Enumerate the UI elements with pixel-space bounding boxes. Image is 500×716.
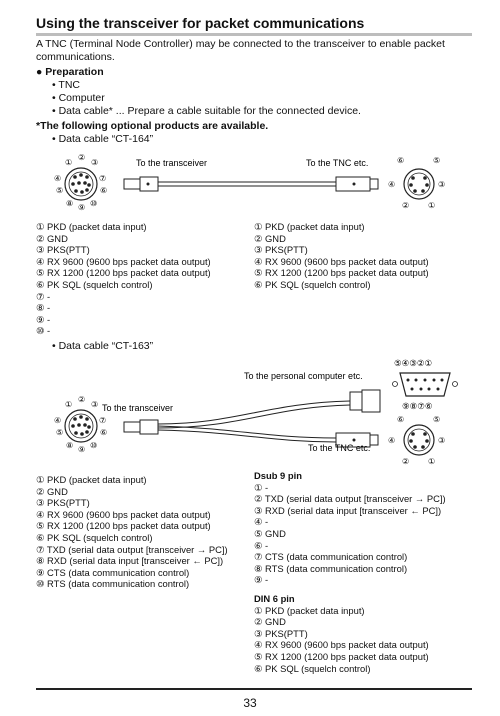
list-item: ④ RX 9600 (9600 bps packet data output) (254, 639, 429, 651)
list-item: ④ RX 9600 (9600 bps packet data output) (36, 255, 211, 267)
din-connector (388, 156, 445, 210)
svg-text:⑧: ⑧ (66, 441, 74, 450)
ten-pin-connector (54, 153, 107, 212)
to-pc-label: To the personal computer etc. (244, 371, 363, 381)
cable (124, 177, 378, 191)
svg-text:②: ② (402, 201, 410, 210)
ct164-right-pins (254, 221, 429, 291)
svg-text:⑥: ⑥ (100, 428, 108, 437)
list-item: ④ RX 9600 (9600 bps packet data output) (254, 255, 429, 267)
list-item: ③ PKS(PTT) (36, 244, 90, 256)
dsub-heading: Dsub 9 pin (254, 470, 302, 481)
list-item: ⑤ RX 1200 (1200 bps packet data output) (36, 267, 211, 279)
list-item: ⑥ PK SQL (squelch control) (36, 531, 153, 543)
pin-label: ⑤ (56, 186, 64, 195)
list-item: ⑥ PK SQL (squelch control) (36, 278, 153, 290)
list-item: ② TXD (serial data output [transceiver → PC]) (254, 493, 446, 505)
list-item: ③ RXD (serial data input [transceiver ← PC]) (254, 504, 442, 516)
din-heading: DIN 6 pin (254, 593, 295, 604)
list-item: ① - (254, 481, 269, 493)
svg-text:②: ② (78, 395, 86, 404)
list-item: ② GND (36, 232, 68, 244)
svg-text:⑤: ⑤ (433, 156, 441, 165)
ct163-diagram (36, 356, 472, 468)
din-connector (388, 415, 445, 466)
list-item: ⑤ GND (254, 527, 286, 539)
svg-text:⑥: ⑥ (397, 415, 405, 424)
svg-text:⑦: ⑦ (99, 416, 107, 425)
pin-label: ⑩ (90, 199, 98, 208)
ct164-diagram (36, 148, 472, 218)
list-item: ⑩ RTS (data communication control) (36, 578, 190, 590)
list-item: ④ RX 9600 (9600 bps packet data output) (36, 508, 211, 520)
list-item: ① PKD (packet data input) (36, 474, 147, 485)
list-item: ② GND (254, 232, 286, 244)
list-item: ⑤ RX 1200 (1200 bps packet data output) (254, 267, 429, 279)
svg-text:③: ③ (91, 400, 99, 409)
preparation-heading-label: Preparation (45, 66, 104, 78)
pin-label: ⑨ (78, 203, 86, 212)
list-item: • Computer (52, 92, 105, 104)
list-item: ⑧ RXD (serial data input [transceiver ← PC]) (36, 555, 224, 567)
list-item: ② GND (36, 485, 68, 497)
list-item: ① PKD (packet data input) (254, 221, 365, 232)
svg-text:⑤: ⑤ (56, 428, 64, 437)
list-item: ③ PKS(PTT) (36, 497, 90, 509)
list-item: • Data cable* ... Prepare a cable suitable for the connected device. (52, 105, 361, 117)
pin-label: ④ (54, 174, 62, 183)
to-transceiver-label: To the transceiver (136, 158, 208, 168)
svg-text:①: ① (428, 457, 436, 466)
svg-text:⑨: ⑨ (78, 445, 86, 454)
list-item: ⑨ CTS (data communication control) (36, 566, 190, 578)
svg-text:⑤④③②①: ⑤④③②① (394, 358, 433, 368)
to-tnc-label: To the TNC etc. (306, 158, 369, 168)
pin-label: ⑦ (99, 174, 107, 183)
svg-text:④: ④ (388, 436, 396, 445)
list-item: ⑤ RX 1200 (1200 bps packet data output) (36, 520, 211, 532)
bullet-icon: ● (36, 66, 43, 78)
list-item: ⑦ TXD (serial data output [transceiver → PC]) (36, 543, 228, 555)
intro-text: A TNC (Terminal Node Controller) may be connected to the transceiver to enable packet communications. (36, 38, 445, 63)
page-title: Using the transceiver for packet communications (36, 14, 472, 36)
list-item: ⑩ - (36, 325, 51, 337)
list-item: ⑥ PK SQL (squelch control) (254, 278, 371, 290)
to-transceiver-label: To the transceiver (102, 403, 174, 413)
svg-text:⑤: ⑤ (433, 415, 441, 424)
list-item: ③ PKS(PTT) (254, 244, 308, 256)
list-item: ⑨ - (36, 313, 51, 325)
preparation-list (52, 79, 361, 118)
list-item: ① PKD (packet data input) (254, 604, 365, 616)
list-item: ⑥ PK SQL (squelch control) (254, 662, 371, 674)
pin-label: ⑥ (100, 186, 108, 195)
svg-text:③: ③ (438, 436, 446, 445)
list-item: ⑧ - (36, 302, 51, 314)
dsub-connector (393, 358, 458, 411)
ct164-label: • Data cable “CT-164” (52, 133, 154, 145)
din-pin-list (254, 593, 429, 674)
list-item: ⑤ RX 1200 (1200 bps packet data output) (254, 650, 429, 662)
svg-text:④: ④ (388, 180, 396, 189)
list-item: ③ PKS(PTT) (254, 627, 308, 639)
list-item: ⑦ - (36, 290, 51, 302)
svg-text:④: ④ (54, 416, 62, 425)
pin-label: ⑧ (66, 199, 74, 208)
list-item: • TNC (52, 79, 80, 91)
optional-heading: *The following optional products are available. (36, 120, 269, 132)
ten-pin-connector (54, 395, 107, 454)
list-item: ① PKD (packet data input) (36, 221, 147, 232)
footer-divider (36, 688, 472, 690)
svg-text:②: ② (402, 457, 410, 466)
list-item: ⑥ - (254, 539, 269, 551)
dsub-pin-list (254, 470, 446, 586)
ct163-left-pins (36, 474, 228, 590)
svg-text:⑥: ⑥ (397, 156, 405, 165)
pin-label: ③ (91, 158, 99, 167)
svg-text:③: ③ (438, 180, 446, 189)
list-item: ⑨ - (254, 574, 269, 586)
ct164-left-pins (36, 221, 211, 337)
list-item: ④ - (254, 516, 269, 528)
ct163-label: • Data cable “CT-163” (52, 340, 154, 352)
pin-label: ② (78, 153, 86, 162)
list-item: ② GND (254, 616, 286, 628)
svg-text:①: ① (65, 400, 73, 409)
svg-text:⑩: ⑩ (90, 441, 98, 450)
to-tnc-label: To the TNC etc. (308, 443, 371, 453)
preparation-heading (36, 66, 104, 79)
page-number: 33 (243, 696, 257, 710)
svg-text:⑨⑧⑦⑥: ⑨⑧⑦⑥ (402, 401, 433, 411)
list-item: ⑧ RTS (data communication control) (254, 562, 408, 574)
pin-label: ① (65, 158, 73, 167)
svg-text:①: ① (428, 201, 436, 210)
list-item: ⑦ CTS (data communication control) (254, 551, 408, 563)
